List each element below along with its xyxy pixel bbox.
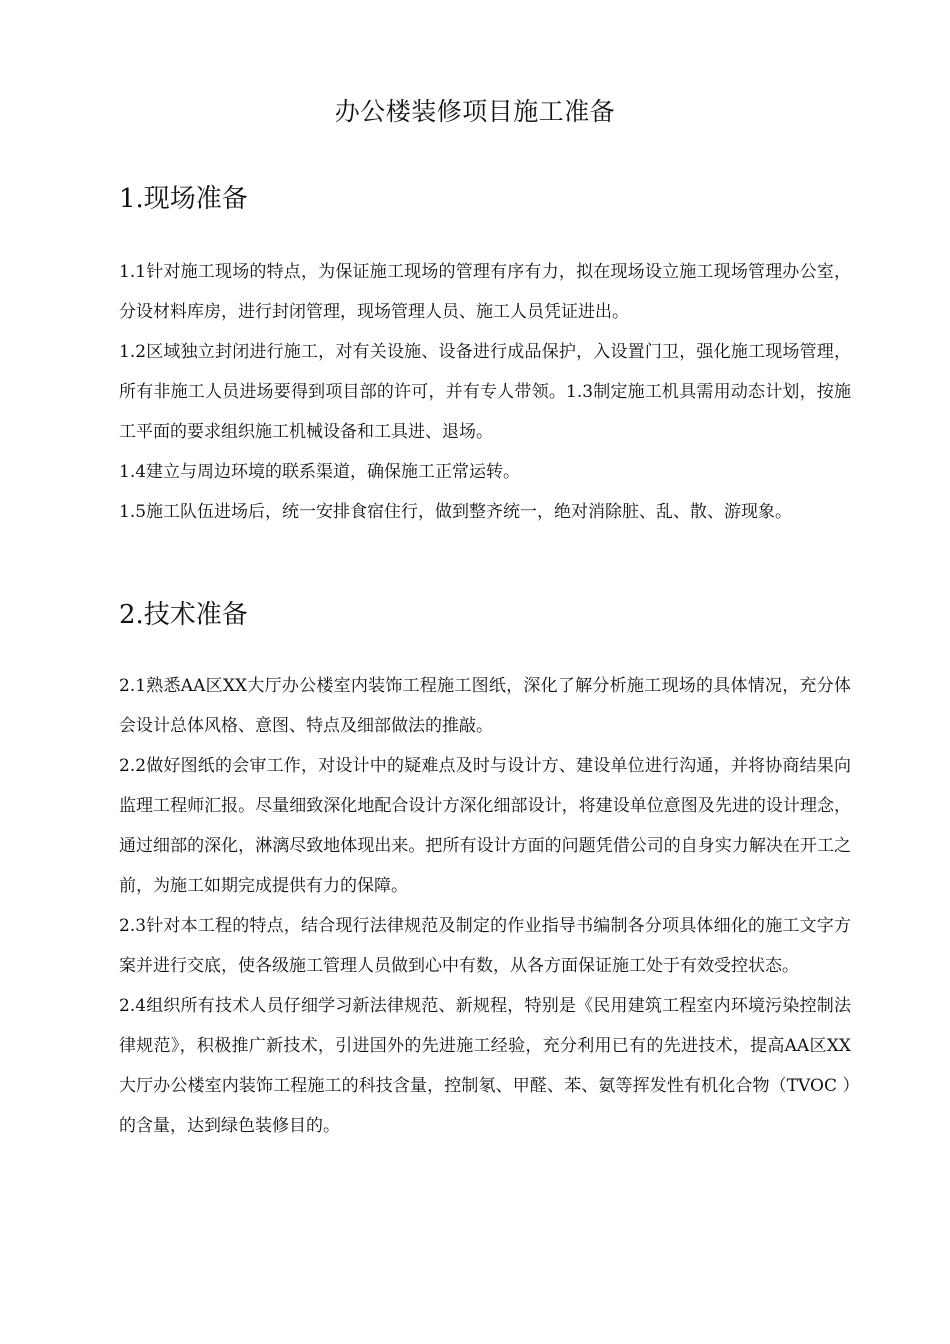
paragraph-2-2: 2.2做好图纸的会审工作，对设计中的疑难点及时与设计方、建设单位进行沟通，并将协商结果向监理工程师汇报。尽量细致深化地配合设计方深化细部设计，将建设单位意图及先进的设计理念，通过细部的深化，淋漓尽致地体现出来。把所有设计方面的问题凭借公司的自身实力解决在开工之前，为施工如期完成提供有力的保障。 xyxy=(119,756,851,896)
paragraph-2-1: 2.1熟悉AA区XX大厅办公楼室内装饰工程施工图纸，深化了解分析施工现场的具体情况，充分体会设计总体风格、意图、特点及细部做法的推敲。 xyxy=(119,676,851,736)
paragraph-1-1: 1.1针对施工现场的特点，为保证施工现场的管理有序有力，拟在现场设立施工现场管理办公室，分设材料库房，进行封闭管理，现场管理人员、施工人员凭证进出。 xyxy=(119,262,851,322)
paragraph-1-2-1-3: 1.2区域独立封闭进行施工，对有关设施、设备进行成品保护，入设置门卫，强化施工现场管理，所有非施工人员进场要得到项目部的许可，并有专人带领。1.3制定施工机具需用动态计划，按施工平面的要求组织施工机械设备和工具进、退场。 xyxy=(119,342,851,442)
section-heading-technical-preparation: 2.技术准备 xyxy=(119,600,248,630)
paragraph-2-4: 2.4组织所有技术人员仔细学习新法律规范、新规程，特别是《民用建筑工程室内环境污染控制法律规范》，积极推广新技术，引进国外的先进施工经验，充分利用已有的先进技术，提高AA区XX大厅办公楼室内装饰工程施工的科技含量，控制氡、甲醛、苯、氨等挥发性有机化合物（TVOC ）的含量，达到绿色装修目的。 xyxy=(119,996,851,1136)
section-body-technical-preparation xyxy=(119,666,851,1146)
paragraph-1-5: 1.5施工队伍进场后，统一安排食宿住行，做到整齐统一，绝对消除脏、乱、散、游现象。 xyxy=(119,502,793,522)
section-heading-site-preparation: 1.现场准备 xyxy=(119,184,248,214)
document-title: 办公楼装修项目施工准备 xyxy=(334,97,616,126)
paragraph-1-4: 1.4建立与周边环境的联系渠道，确保施工正常运转。 xyxy=(119,462,521,482)
section-body-site-preparation xyxy=(119,252,851,532)
paragraph-2-3: 2.3针对本工程的特点，结合现行法律规范及制定的作业指导书编制各分项具体细化的施工文字方案并进行交底，使各级施工管理人员做到心中有数，从各方面保证施工处于有效受控状态。 xyxy=(119,916,851,976)
